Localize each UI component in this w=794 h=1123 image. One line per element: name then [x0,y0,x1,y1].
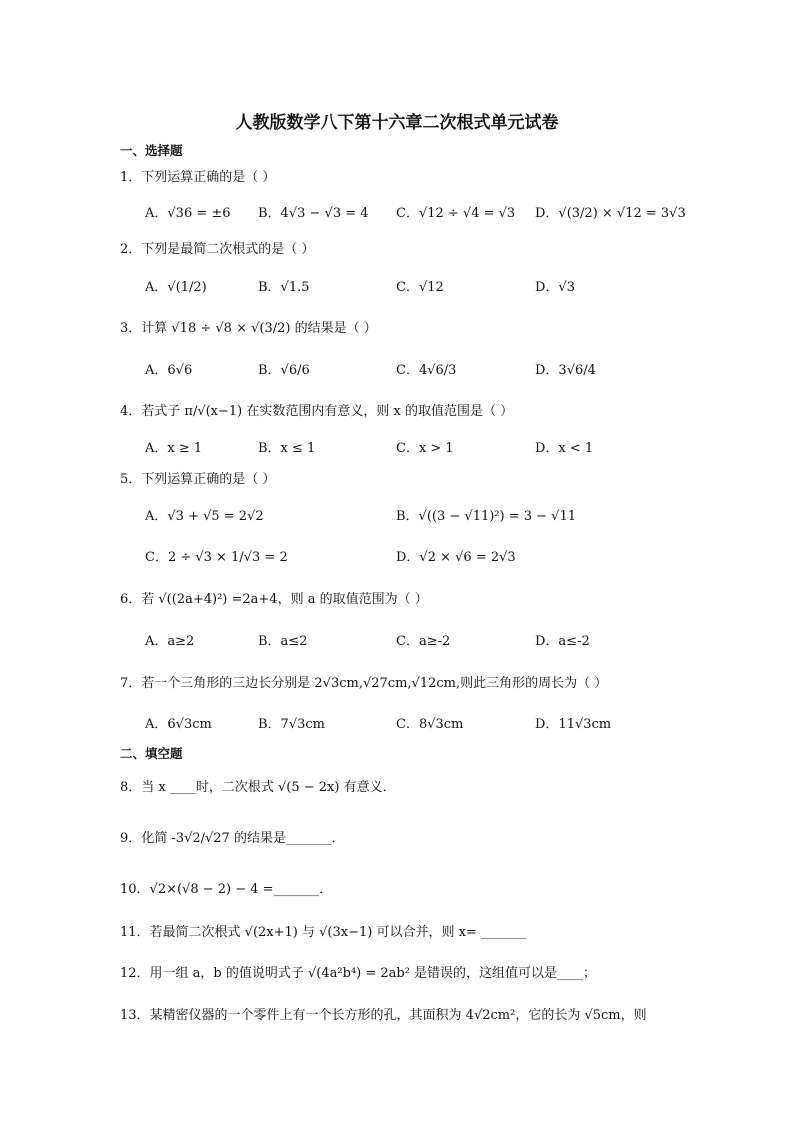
question-7-option-d: D．11√3cm [535,717,612,732]
question-7-option-b: B．7√3cm [258,717,325,732]
question-9: 9．化简 -3√2/√27 的结果是_______． [120,831,345,846]
section-heading-choice: 一、选择题 [120,143,183,158]
question-2-option-c: C．√12 [396,280,444,295]
question-3-option-c: C．4√6/3 [396,363,457,378]
question-1-option-b: B．4√3 − √3 = 4 [258,206,369,221]
question-5-stem: 5．下列运算正确的是（ ） [120,472,276,487]
question-2-option-b: B．√1.5 [258,280,310,295]
question-4-option-c: C．x > 1 [396,441,454,456]
question-1-option-c: C．√12 ÷ √4 = √3 [396,206,516,221]
question-4-option-a: A．x ≥ 1 [145,441,203,456]
question-12: 12．用一组 a，b 的值说明式子 √(4a²b⁴) = 2ab² 是错误的，这组值可以是____； [120,966,597,981]
question-2-option-a: A．√(1/2) [145,280,207,295]
question-6-option-a: A．a≥2 [145,634,195,649]
question-2-stem: 2．下列是最简二次根式的是（ ） [120,242,315,257]
question-1-option-a: A．√36 = ±6 [145,206,231,221]
question-13: 13．某精密仪器的一个零件上有一个长方形的孔，其面积为 4√2cm²，它的长为 √5cm，则 [120,1008,647,1023]
question-6-stem: 6．若 √((2a+4)²) =2a+4，则 a 的取值范围为（ ） [120,592,428,607]
question-5-option-a: A．√3 + √5 = 2√2 [145,509,264,524]
question-11: 11．若最简二次根式 √(2x+1) 与 √(3x−1) 可以合并，则 x= _______ [120,925,527,940]
question-4-option-b: B．x ≤ 1 [258,441,316,456]
question-3-option-a: A．6√6 [145,363,193,378]
page-title: 人教版数学八下第十六章二次根式单元试卷 [235,113,559,133]
question-7-option-c: C．8√3cm [396,717,464,732]
question-6-option-c: C．a≥-2 [396,634,451,649]
question-3-option-b: B．√6/6 [258,363,310,378]
question-6-option-d: D．a≤-2 [535,634,590,649]
question-4-option-d: D．x < 1 [535,441,594,456]
question-3-option-d: D．3√6/4 [535,363,596,378]
question-1-stem: 1．下列运算正确的是（ ） [120,170,276,185]
question-3-stem: 3．计算 √18 ÷ √8 × √(3/2) 的结果是（ ） [120,321,377,336]
question-4-stem: 4．若式子 π/√(x−1) 在实数范围内有意义，则 x 的取值范围是（ ） [120,404,514,419]
question-5-option-c: C．2 ÷ √3 × 1/√3 = 2 [145,550,288,565]
question-8: 8．当 x ____时，二次根式 √(5 − 2x) 有意义． [120,780,396,795]
section-heading-fill: 二、填空题 [120,746,183,761]
question-1-option-d: D．√(3/2) × √12 = 3√3 [535,206,686,221]
question-10: 10．√2×(√8 − 2) − 4 =_______． [120,882,333,897]
question-2-option-d: D．√3 [535,280,575,295]
question-6-option-b: B．a≤2 [258,634,308,649]
question-5-option-b: B．√((3 − √11)²) = 3 − √11 [396,509,577,524]
question-5-option-d: D．√2 × √6 = 2√3 [396,550,516,565]
question-7-stem: 7．若一个三角形的三边长分别是 2√3cm,√27cm,√12cm,则此三角形的周长为（ ） [120,676,608,691]
question-7-option-a: A．6√3cm [145,717,212,732]
